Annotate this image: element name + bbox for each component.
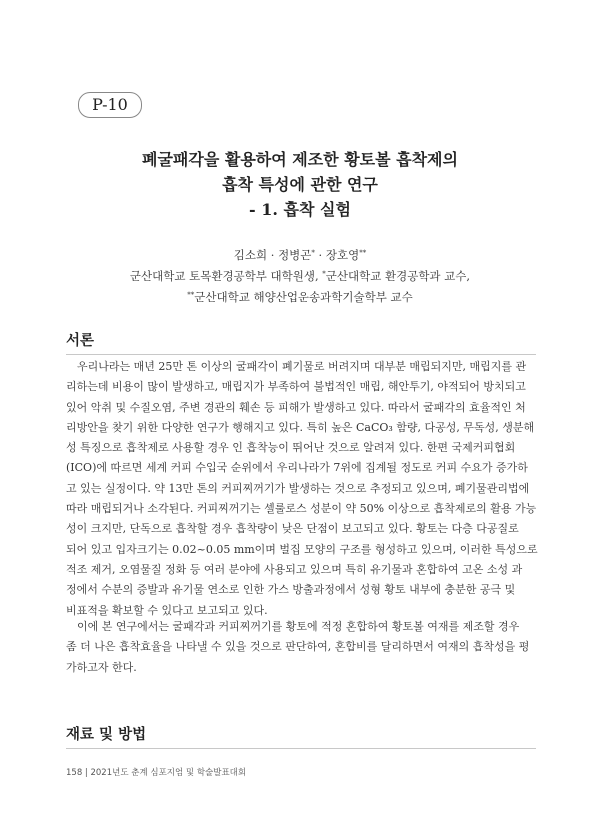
section-divider-methods: [66, 748, 536, 749]
paragraph-line: (ICO)에 따르면 세계 커피 수입국 순위에서 우리나라가 7위에 집계될 정도로 커피 수요가 증가하: [66, 461, 528, 475]
paragraph-line: 이에 본 연구에서는 굴패각과 커피찌꺼기를 황토에 적정 혼합하여 황토볼 여재를 제조할 경우: [77, 620, 520, 633]
author-names-b: · 장호영: [314, 248, 360, 262]
paragraph-line: 리하는데 비용이 많이 발생하고, 매립지가 부족하여 불법적인 매립, 해안투기, 야적되어 방치되고: [66, 380, 526, 394]
paragraph-line: 고 있는 실정이다. 약 13만 톤의 커피찌꺼기가 발생하는 것으로 추정되고 있으며, 폐기물관리법에: [66, 481, 530, 495]
affiliation-1a: 군산대학교 토목환경공학부 대학원생,: [129, 269, 323, 283]
author-block: [0, 245, 600, 308]
affiliation-mark-2: **: [187, 291, 195, 299]
paragraph-line: 비표적을 확보할 수 있다고 보고되고 있다.: [66, 603, 268, 617]
paragraph-line: 성이 크지만, 단독으로 흡착할 경우 흡착량이 낮은 단점이 보고되고 있다. 황토는 다층 다공질로: [66, 522, 519, 536]
affiliation-line-2: [0, 287, 600, 308]
paragraph-line: 따라 매립되거나 소각된다. 커피찌꺼기는 셀룰로스 성분이 약 50% 이상으로 흡착제로의 활용 가능: [66, 502, 537, 516]
title-line-3: - 1. 흡착 실험: [249, 200, 351, 219]
intro-paragraph-1: [66, 357, 541, 621]
paragraph-line: 좀 더 나은 흡착효율을 나타낼 수 있을 것으로 판단하여, 혼합비를 달리하면서 여재의 흡착성을 평: [66, 640, 530, 654]
paragraph-line: 가하고자 한다.: [66, 660, 137, 674]
affiliation-2: 군산대학교 해양산업운송과학기술학부 교수: [194, 290, 413, 304]
affiliation-1b: 군산대학교 환경공학과 교수,: [325, 269, 471, 283]
intro-paragraph-2: [66, 617, 541, 678]
poster-number-badge: P-10: [78, 92, 142, 118]
section-divider-intro: [66, 354, 536, 355]
author-mark-2: **: [359, 249, 367, 257]
affiliation-mark-1: *: [322, 270, 326, 278]
author-names: [0, 245, 600, 266]
author-names-a: 김소희 · 정병곤: [233, 248, 312, 262]
paragraph-line: 되어 있고 입자크기는 0.02~0.05 mm이며 벌집 모양의 구조를 형성하고 있으며, 이러한 특성으로: [66, 542, 538, 556]
title-line-1: 폐굴패각을 활용하여 제조한 황토볼 흡착제의: [142, 150, 458, 169]
paper-title: [0, 147, 600, 222]
paragraph-line: 정에서 수분의 증발과 유기물 연소로 인한 가스 방출과정에서 성형 황토 내부에 충분한 공극 및: [66, 583, 516, 597]
author-mark-1: *: [311, 249, 315, 257]
paragraph-line: 적조 제거, 오염물질 정화 등 여러 분야에 사용되고 있으며 특히 유기물과 혼합하여 고온 소성 과: [66, 562, 523, 576]
paragraph-line: 성 특징으로 흡착제로 사용할 경우 인 흡착능이 뛰어난 것으로 알려져 있다. 한편 국제커피협회: [66, 441, 516, 455]
paragraph-line: 있어 악취 및 수질오염, 주변 경관의 훼손 등 피해가 발생하고 있다. 따라서 굴패각의 효율적인 처: [66, 400, 526, 414]
section-heading-methods: 재료 및 방법: [66, 726, 147, 743]
section-heading-intro: 서론: [66, 332, 95, 349]
paragraph-line: 리방안을 찾기 위한 다양한 연구가 행해지고 있다. 특히 높은 CaCO₃ 함량, 다공성, 무독성, 생분해: [66, 420, 535, 434]
affiliation-line-1: [0, 266, 600, 287]
paragraph-line: 우리나라는 매년 25만 톤 이상의 굴패각이 폐기물로 버려지며 대부분 매립되지만, 매립지를 관: [77, 360, 527, 373]
title-line-2: 흡착 특성에 관한 연구: [222, 175, 378, 194]
page-footer: 158 | 2021년도 춘계 심포지엄 및 학술발표대회: [66, 768, 247, 778]
